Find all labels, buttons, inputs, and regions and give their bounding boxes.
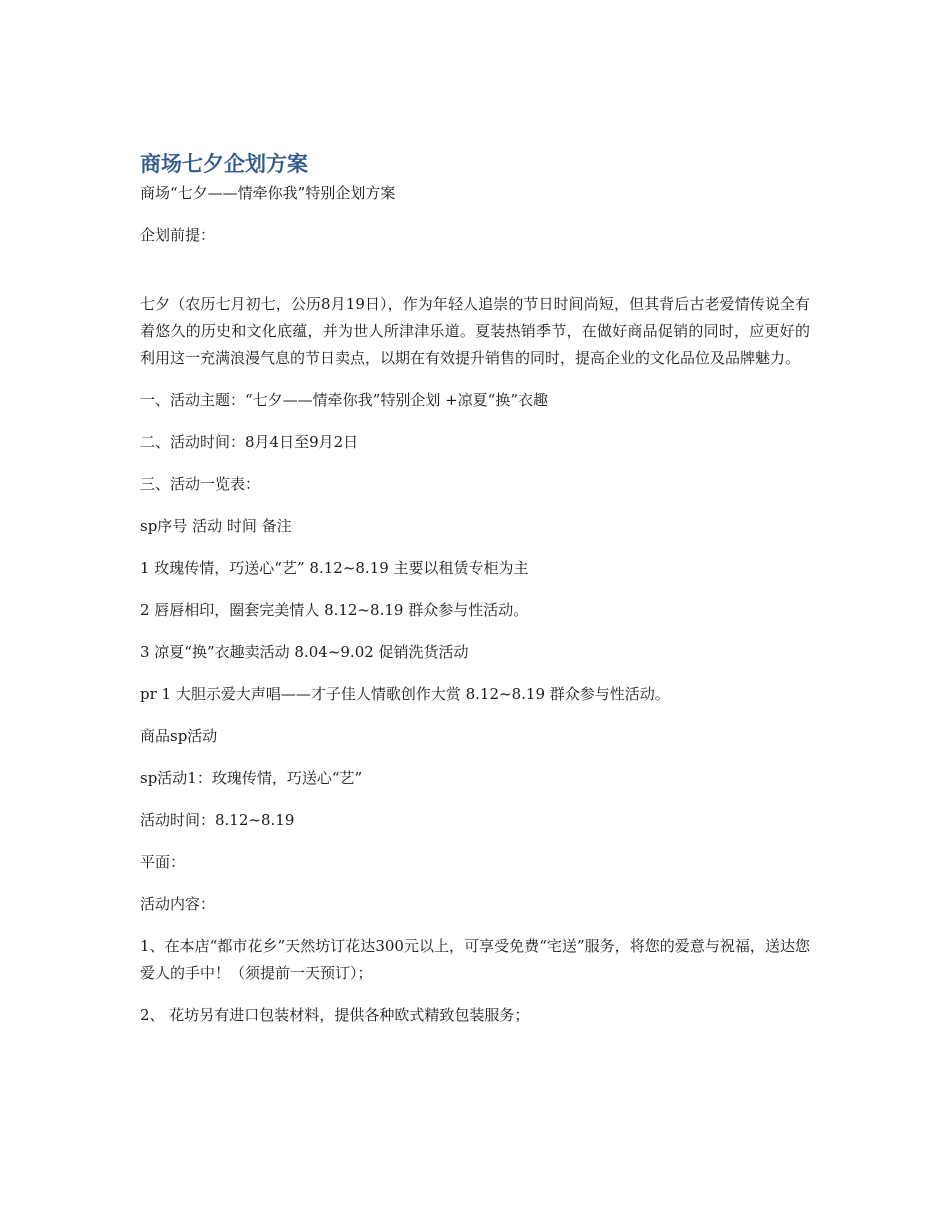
plane-label: 平面：: [140, 853, 186, 871]
sp1-title: sp活动1：玫瑰传情，巧送心“艺”: [140, 769, 363, 787]
content-item-1: 1、在本店“都市花乡”天然坊订花达300元以上，可享受免费“宅送”服务，将您的爱意与祝福，送达您爱人的手中！（须提前一天预订）；: [140, 937, 810, 982]
content-label: 活动内容：: [140, 895, 216, 913]
document-page: [140, 148, 810, 1029]
table-header: sp序号 活动 时间 备注: [140, 517, 292, 535]
activity-theme: 一、活动主题：“七夕——情牵你我”特别企划 +凉夏“换”衣趣: [140, 391, 549, 409]
content-item-2: 2、 花坊另有进口包装材料，提供各种欧式精致包装服务；: [140, 1006, 530, 1024]
table-row: 3 凉夏“换”衣趣卖活动 8.04~9.02 促销洗货活动: [140, 643, 469, 661]
overview-label: 三、活动一览表：: [140, 475, 261, 493]
table-row: 1 玫瑰传情，巧送心“艺” 8.12~8.19 主要以租赁专柜为主: [140, 559, 529, 577]
section-goods: 商品sp活动: [140, 727, 218, 745]
table-row: 2 唇唇相印，圈套完美情人 8.12~8.19 群众参与性活动。: [140, 601, 529, 619]
premise-label: 企划前提：: [140, 226, 216, 244]
document-subtitle: 商场“七夕——情牵你我”特别企划方案: [140, 184, 396, 202]
document-title: 商场七夕企划方案: [140, 152, 308, 176]
intro-paragraph: 七夕（农历七月初七，公历8月19日），作为年轻人追崇的节日时间尚短，但其背后古老爱情传说全有着悠久的历史和文化底蕴，并为世人所津津乐道。夏装热销季节，在做好商品促销的同时，应更好的利用这一充满浪漫气息的节日卖点，以期在有效提升销售的同时，提高企业的文化品位及品牌魅力。: [140, 295, 810, 367]
activity-time: 二、活动时间：8月4日至9月2日: [140, 433, 359, 451]
table-row: pr 1 大胆示爱大声唱——才子佳人情歌创作大赏 8.12~8.19 群众参与性活动。: [140, 685, 670, 703]
sp1-time: 活动时间：8.12~8.19: [140, 811, 295, 829]
